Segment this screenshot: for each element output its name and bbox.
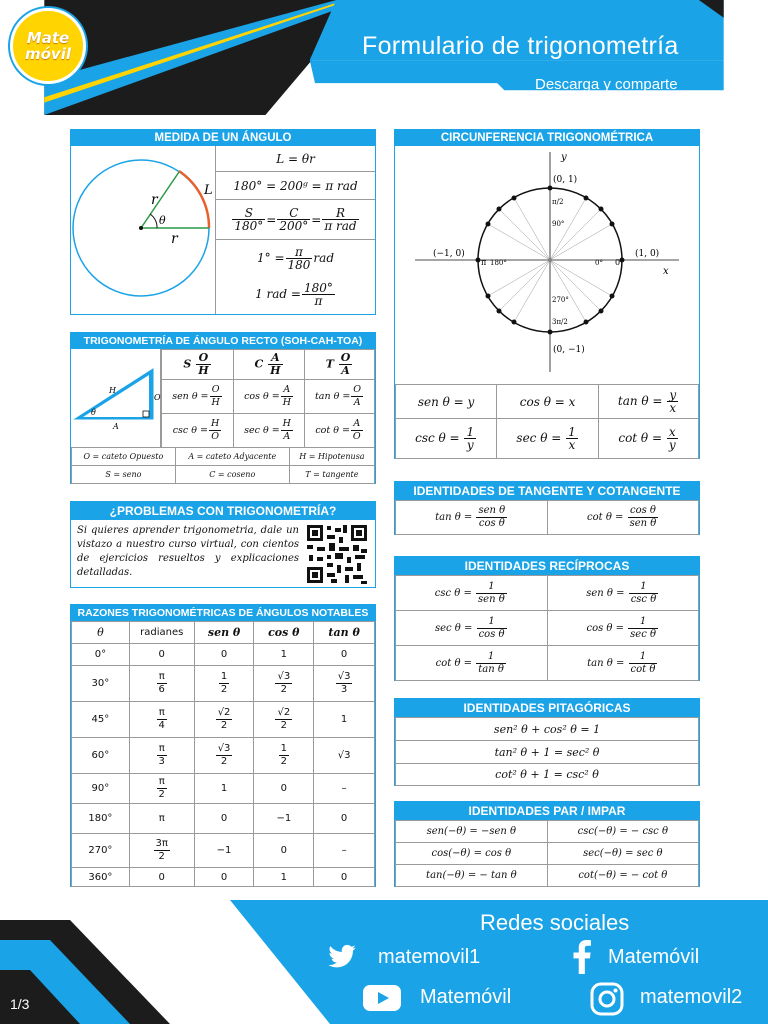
axis-x-label: x (663, 266, 669, 277)
problemas-title: ¿PROBLEMAS CON TRIGONOMETRÍA? (71, 502, 375, 520)
table-row: 60° $\frac{\pi}{3}$ $\frac{√3}{2}$ $\frac{1}{2}$ √3 (72, 738, 375, 774)
rad-zero: 0 (615, 258, 621, 267)
formula-equivalence: 180° = 200ᵍ = π rad (216, 172, 375, 200)
facebook-icon[interactable] (572, 940, 592, 974)
redes-sociales-title: Redes sociales (480, 910, 630, 935)
instagram-link[interactable]: matemovil2 (640, 986, 743, 1008)
identity-cot: cot θ = $\frac{\text{cos θ}}{\text{sen θ}}$ (548, 501, 699, 535)
label-r1: r (151, 192, 158, 208)
def-csc: csc θ = $\frac{1}{y}$ (396, 419, 497, 459)
tri-label-O: O (154, 393, 161, 402)
def-sec: sec θ = $\frac{1}{x}$ (497, 419, 599, 459)
tangente-box (394, 481, 700, 535)
notables-title: RAZONES TRIGONOMÉTRICAS DE ÁNGULOS NOTABLES (71, 605, 375, 621)
identity-pyth-2: tan² θ + 1 = sec² θ (396, 741, 699, 764)
table-row: 270° $\frac{3\pi}{2}$ −1 0 – (72, 834, 375, 868)
def-cos: cos θ = x (497, 385, 599, 419)
label-L: L (204, 183, 213, 198)
pitagoricas-title: IDENTIDADES PITAGÓRICAS (395, 699, 699, 717)
label-theta: θ (159, 214, 166, 227)
soh-row-1: sen θ = $\frac{O}{H}$ cos θ = $\frac{A}{H}$ tan θ = $\frac{O}{A}$ (162, 380, 375, 414)
soh-cah-toa-title: TRIGONOMETRÍA DE ÁNGULO RECTO (SOH-CAH-TOA) (71, 333, 375, 349)
facebook-link[interactable]: Matemóvil (608, 946, 700, 968)
def-sen: sen θ = y (396, 385, 497, 419)
instagram-icon[interactable] (590, 982, 624, 1016)
medida-angulo-title: MEDIDA DE UN ÁNGULO (71, 130, 375, 146)
formula-radian: 1 rad = $\frac{180^\circ}{\pi}$ (255, 280, 333, 308)
table-row: 45° $\frac{\pi}{4}$ $\frac{√2}{2}$ $\frac{√2}{2}$ 1 (72, 702, 375, 738)
identity-tan: tan θ = $\frac{\text{sen θ}}{\text{cos θ}}$ (396, 501, 548, 535)
axis-y-label: y (561, 152, 567, 163)
page-number: 1/3 (10, 996, 30, 1012)
problemas-box (70, 501, 376, 588)
medida-angulo-box (70, 129, 376, 315)
deg-270: 270° (552, 296, 569, 304)
right-triangle-diagram (71, 349, 161, 447)
soh-legend: O = cateto Opuesto A = cateto Adyacente H = Hipotenusa S = seno C = coseno T = tangente (71, 447, 375, 484)
formula-arc-length: L = θr (216, 146, 375, 172)
angle-diagram (71, 146, 216, 314)
parimpar-title: IDENTIDADES PAR / IMPAR (395, 802, 699, 820)
identity-pyth-3: cot² θ + 1 = csc² θ (396, 764, 699, 786)
rad-half-pi: π/2 (552, 198, 564, 206)
unit-circle-diagram (395, 146, 699, 384)
twitter-icon[interactable] (325, 942, 359, 972)
soh-cah-toa-table: S $\frac{O}{H}$ C $\frac{A}{H}$ T $\frac{O}{A}$ sen θ = $\frac{O}{H}$ cos θ = $\frac{A}{H}$ tan θ = $\frac{O}{A}$ csc θ = $\frac{H}{O}$ sec θ = $\frac{H}{A}$ cot θ = $\frac{A}{O}$ (161, 349, 375, 448)
angle-formulas (216, 146, 375, 312)
twitter-link[interactable]: matemovil1 (378, 946, 481, 968)
qr-code-icon[interactable] (305, 523, 369, 585)
point-top: (0, 1) (553, 175, 578, 185)
soh-cah-toa-box (70, 332, 376, 484)
tangente-title: IDENTIDADES DE TANGENTE Y COTANGENTE (395, 482, 699, 500)
rad-pi: π (481, 258, 487, 267)
circunferencia-title: CIRCUNFERENCIA TRIGONOMÉTRICA (395, 130, 699, 146)
reciprocas-title: IDENTIDADES RECÍPROCAS (395, 557, 699, 575)
circunferencia-box (394, 129, 700, 459)
tri-label-H: H (109, 386, 116, 395)
def-cot: cot θ = $\frac{x}{y}$ (598, 419, 698, 459)
soh-row-2: csc θ = $\frac{H}{O}$ sec θ = $\frac{H}{A}$ cot θ = $\frac{A}{O}$ (162, 414, 375, 448)
deg-180: 180° (490, 259, 507, 267)
notables-box (70, 604, 376, 887)
tri-label-theta: θ (91, 408, 96, 417)
rad-three-half-pi: 3π/2 (552, 318, 568, 326)
notables-table (71, 621, 375, 887)
youtube-link[interactable]: Matemóvil (420, 986, 512, 1008)
parimpar-box: IDENTIDADES PAR / IMPAR sen(−θ) = −sen θ csc(−θ) = − csc θ cos(−θ) = cos θ sec(−θ) = sec θ tan(−θ) = − tan θ cot(−θ) = − cot θ (394, 801, 700, 887)
notables-header-row: θ radianes sen θ cos θ tan θ (72, 622, 375, 644)
table-row: 30° $\frac{\pi}{6}$ $\frac{1}{2}$ $\frac{√3}{2}$ $\frac{√3}{3}$ (72, 666, 375, 702)
table-row: 0° 0 0 1 0 (72, 644, 375, 666)
label-r2: r (171, 231, 178, 247)
point-left: (−1, 0) (433, 249, 465, 259)
formula-degree: 1° = $\frac{\pi}{180}$ rad (257, 244, 334, 272)
page-subtitle: Descarga y comparte (535, 76, 678, 93)
pitagoricas-box (394, 698, 700, 786)
problemas-text: Si quieres aprender trigonometria, dale un vistazo a nuestro curso virtual, con cientos de ejercicios resueltos y explicaciones detalladas. (77, 525, 299, 578)
table-row: 180° π 0 −1 0 (72, 804, 375, 834)
tri-label-A: A (113, 422, 119, 431)
table-row: 90° $\frac{\pi}{2}$ 1 0 – (72, 774, 375, 804)
table-row: 360° 0 0 1 0 (72, 868, 375, 887)
point-right: (1, 0) (635, 249, 660, 259)
deg-0: 0° (595, 259, 603, 267)
circle-definitions (395, 384, 699, 459)
identity-pyth-1: sen² θ + cos² θ = 1 (396, 718, 699, 741)
page-title: Formulario de trigonometría (362, 32, 679, 60)
formula-conversion: $\frac{S}{180^\circ}$ = $\frac{C}{200^\circ}$ = $\frac{R}{\text{π rad}}$ (216, 200, 375, 240)
youtube-icon[interactable] (362, 983, 402, 1013)
deg-90: 90° (552, 220, 565, 228)
reciprocas-box: IDENTIDADES RECÍPROCAS csc θ = $\frac{1}{\text{sen θ}}$ sen θ = $\frac{1}{\text{csc θ}}$ sec θ = $\frac{1}{\text{cos θ}}$ cos θ = $\frac{1}{\text{sec θ}}$ cot θ = $\frac{1}{\text{tan θ}}$ tan θ = $\frac{1}{\text{cot θ}}$ (394, 556, 700, 681)
circle-sector-diagram (71, 146, 216, 314)
def-tan: tan θ = $\frac{y}{x}$ (598, 385, 698, 419)
point-bottom: (0, −1) (553, 345, 585, 355)
matemovil-logo: Mate móvil (10, 8, 86, 84)
